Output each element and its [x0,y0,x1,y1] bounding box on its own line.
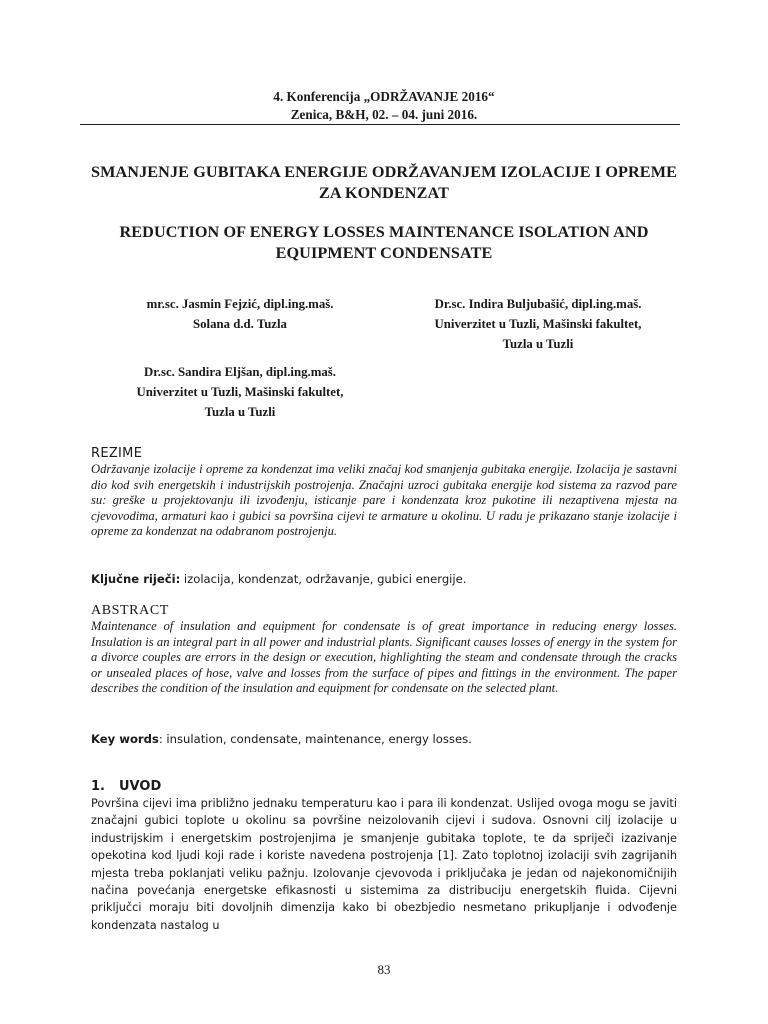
key-words-text: : insulation, condensate, maintenance, energy losses. [158,732,472,746]
author-name: Dr.sc. Sandira Eljšan, dipl.ing.maš. [144,365,336,379]
conference-header [0,88,768,124]
header-rule [80,124,680,125]
author-affiliation: Univerzitet u Tuzli, Mašinski fakultet, [434,317,642,331]
author-affiliation: Solana d.d. Tuzla [193,317,287,331]
author-name: Dr.sc. Indira Buljubašić, dipl.ing.maš. [434,297,642,311]
title-english: REDUCTION OF ENERGY LOSSES MAINTENANCE ISOLATION AND EQUIPMENT CONDENSATE [119,223,649,262]
author-name: mr.sc. Jasmin Fejzić, dipl.ing.maš. [146,297,334,311]
abstract-text: Maintenance of insulation and equipment for condensate is of great importance in reducing energy losses. Insulation is an integral part in all power and industrial plants. Significant causes losses of energy in the system for a divorce couples are errors in the design or execution, highlighting the steam and condensate through the cracks or unsealed places of hose, valve and losses from the surface of pipes and fittings in the environment. The paper describes the condition of the insulation and equipment for condensate on the selected plant. [91,619,677,696]
section-1-heading [91,779,161,794]
author-block-1 [90,294,390,334]
section-1-text: Površina cijevi ima približno jednaku temperaturu kao i para ili kondenzat. Uslijed ovoga mogu se javiti značajni gubici toplote u okolinu sa površine neizolovanih cijevi i sudova. Osnovni cilj izolacije u industrijskim i energetskim postrojenjima je smanjenje gubitaka toplote, te da spriječi izazivanje opekotina kod ljudi koji rade i koriste navedena postrojenja [1]. Zato toplotnoj izolaciji svih zagrijanih mjesta treba poklanjati veliku pažnju. Izolovanje cjevovoda i priključaka je jedan od najekonomičnijih načina povećanja energetske efikasnosti u sistemima za distribuciju energetskih fluida. Cijevni priključci moraju biti dovoljnih dimenzija kako bi obezbjedio nesmetano prikupljanje i odvođenje kondenzata nastalog u [91,797,677,932]
rezime-heading: REZIME [91,446,143,461]
rezime-text: Održavanje izolacije i opreme za kondenzat ima veliki značaj kod smanjenja gubitaka energije. Izolacija je sastavni dio kod svih energetskih i industrijskih postrojenja. Značajni uzroci gubitaka energije kod sistema za razvod pare su: greške u projektovanju ili izvođenju, isticanje pare i kondenzata kroz pukotine ili nezaptivena mjesta na cjevovodima, armaturi kao i gubici sa površina cijevi te armature u okolinu. U radu je prikazano stanje izolacije i opreme za kondenzat na odabranom postrojenju. [91,462,677,539]
author-affiliation-city: Tuzla u Tuzli [502,337,574,351]
conference-name: 4. Konferencija „ODRŽAVANJE 2016“ [273,89,495,104]
title-bosnian: SMANJENJE GUBITAKA ENERGIJE ODRŽAVANJEM IZOLACIJE I OPREME ZA KONDENZAT [91,163,677,202]
kljucne-rijeci [91,571,681,587]
page-number: 83 [377,962,391,977]
author-affiliation-city: Tuzla u Tuzli [204,405,276,419]
kljucne-rijeci-text: izolacija, kondenzat, održavanje, gubici energije. [180,572,467,586]
section-number: 1. [91,779,105,794]
key-words [91,731,681,747]
abstract-heading: ABSTRACT [91,603,169,618]
author-block-2 [388,294,688,354]
section-title: UVOD [119,779,162,794]
key-words-label: Key words [91,732,159,746]
kljucne-rijeci-label: Ključne riječi: [91,572,181,586]
author-affiliation: Univerzitet u Tuzli, Mašinski fakultet, [136,385,344,399]
author-block-3 [90,362,390,422]
conference-place-date: Zenica, B&H, 02. – 04. juni 2016. [290,107,478,122]
